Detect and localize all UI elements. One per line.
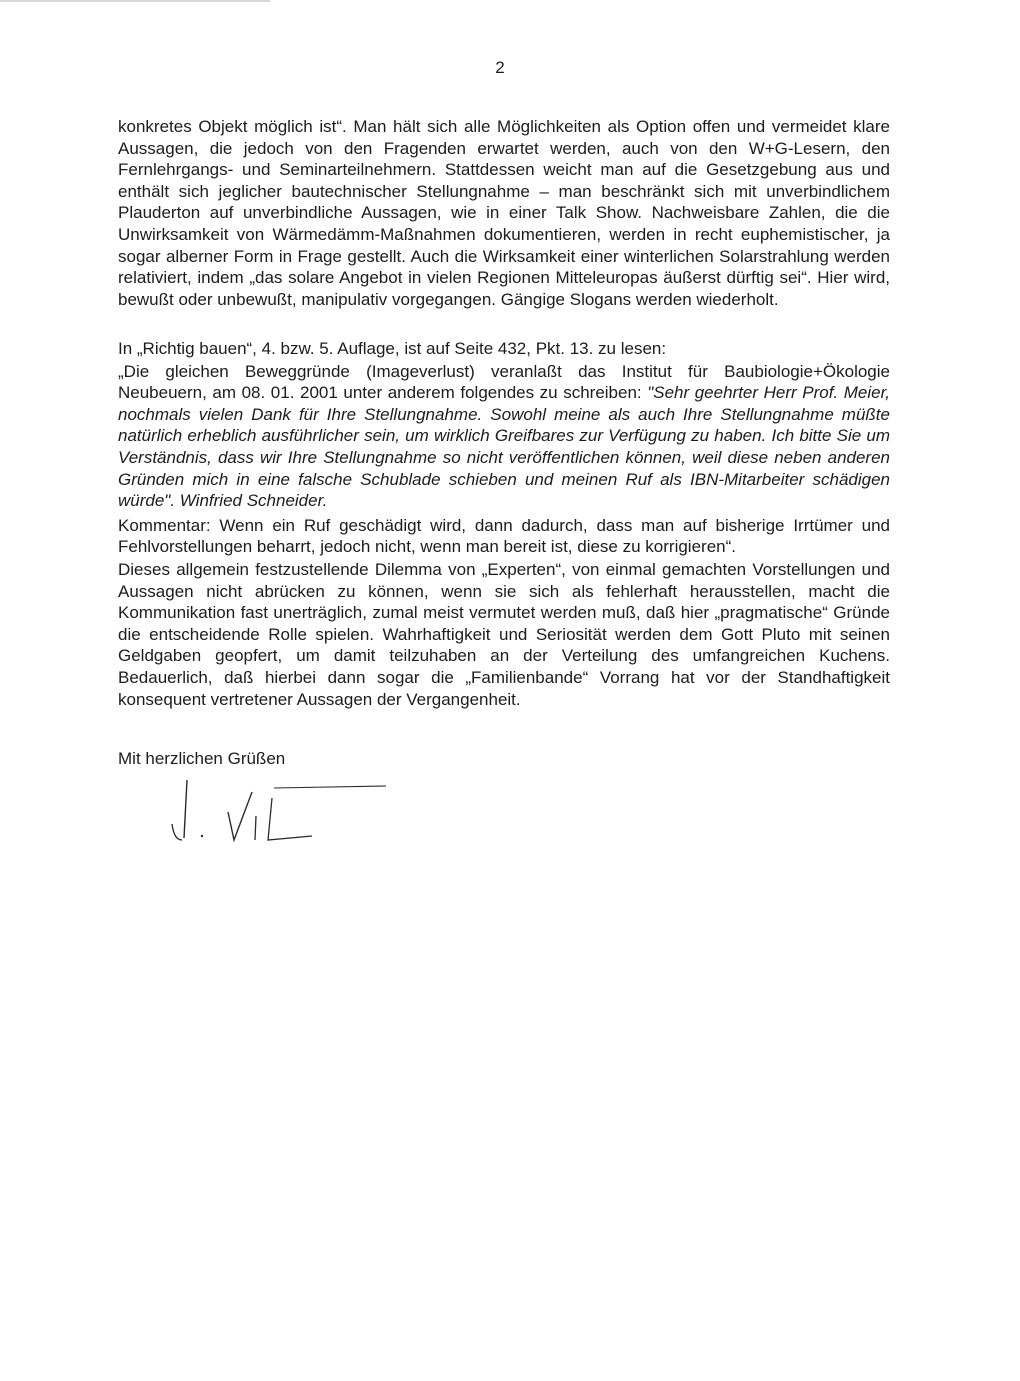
paragraph-2	[118, 338, 890, 558]
paragraph-3-text: Dieses allgemein festzustellende Dilemma von „Experten“, von einmal gemachten Vorstellungen und Aussagen nicht abrücken zu können, wenn sie sich als fehlerhaft herausstellen, macht die Kommunikation fast unerträglich, zumal meist vermutet werden muß, daß hier „pragmatische“ Gründe die entscheidende Rolle spielen. Wahrhaftigkeit und Seriosität werden dem Gott Pluto mit seinen Geldgaben geopfert, um damit teilzuhaben an der Verteilung des umfangreichen Kuchens. Bedauerlich, daß hierbei dann sogar die „Familienbande“ Vorrang hat vor der Standhaftigkeit konsequent vertretener Aussagen der Vergangenheit.	[118, 560, 890, 709]
page-number: 2	[495, 58, 505, 77]
commentary: Kommentar: Wenn ein Ruf geschädigt wird, dann dadurch, dass man auf bisherige Irrtümer und Fehlvorstellungen beharrt, jedoch nicht, wenn man bereit ist, diese zu korrigieren“.	[118, 515, 890, 557]
paragraph-1-text: konkretes Objekt möglich ist“. Man hält sich alle Möglichkeiten als Option offen und vermeidet klare Aussagen, die jedoch von den Fragenden erwartet werden, auch von den W+G-Lesern, den Fernlehrgangs- und Seminarteilnehmern. Stattdessen weicht man auf die Gesetzgebung aus und enthält sich jeglicher bautechnischer Stellungnahme – man beschränkt sich mit unverbindlichem Plauderton auf unverbindliche Aussagen, wie in einer Talk Show. Nachweisbare Zahlen, die die Unwirksamkeit von Wärmedämm-Maßnahmen dokumentieren, werden in recht euphemistischer, ja sogar alberner Form in Frage gestellt. Auch die Wirksamkeit einer winterlichen Solarstrahlung werden relativiert, indem „das solare Angebot in vielen Regionen Mitteleuropas äußerst dürftig sei“. Hier wird, bewußt oder unbewußt, manipulativ vorgegangen. Gängige Slogans werden wiederholt.	[118, 117, 890, 309]
quote-letter-excerpt: "Sehr geehrter Herr Prof. Meier, nochmals vielen Dank für Ihre Stellungnahme. Sowohl meine als auch Ihre Stellungnahme müßte natürlich erheblich ausführlicher sein, um wirklich Greifbares zur Verfügung zu haben. Ich bitte Sie um Verständnis, dass wir Ihre Stellungnahme so nicht veröffentlichen können, weil diese neben anderen Gründen mich in eine falsche Schublade schieben und meinen Ruf als IBN-Mitarbeiter schädigen würde". Winfried Schneider.	[118, 383, 891, 511]
paragraph-3	[118, 559, 890, 710]
closing-salutation: Mit herzlichen Grüßen	[118, 749, 286, 768]
quote-intro: „Die gleichen Beweggründe (Imageverlust) veranlaßt das Institut für Baubiologie+Ökologie Neubeuern, am 08. 01. 2001 unter anderem folgendes zu schreiben:	[118, 361, 890, 403]
paragraph-1	[118, 116, 890, 310]
scan-edge-mark	[0, 0, 270, 2]
quoted-passage	[118, 361, 890, 512]
book-reference: In „Richtig bauen“, 4. bzw. 5. Auflage, ist auf Seite 432, Pkt. 13. zu lesen:	[118, 339, 667, 358]
handwritten-signature	[160, 768, 400, 848]
